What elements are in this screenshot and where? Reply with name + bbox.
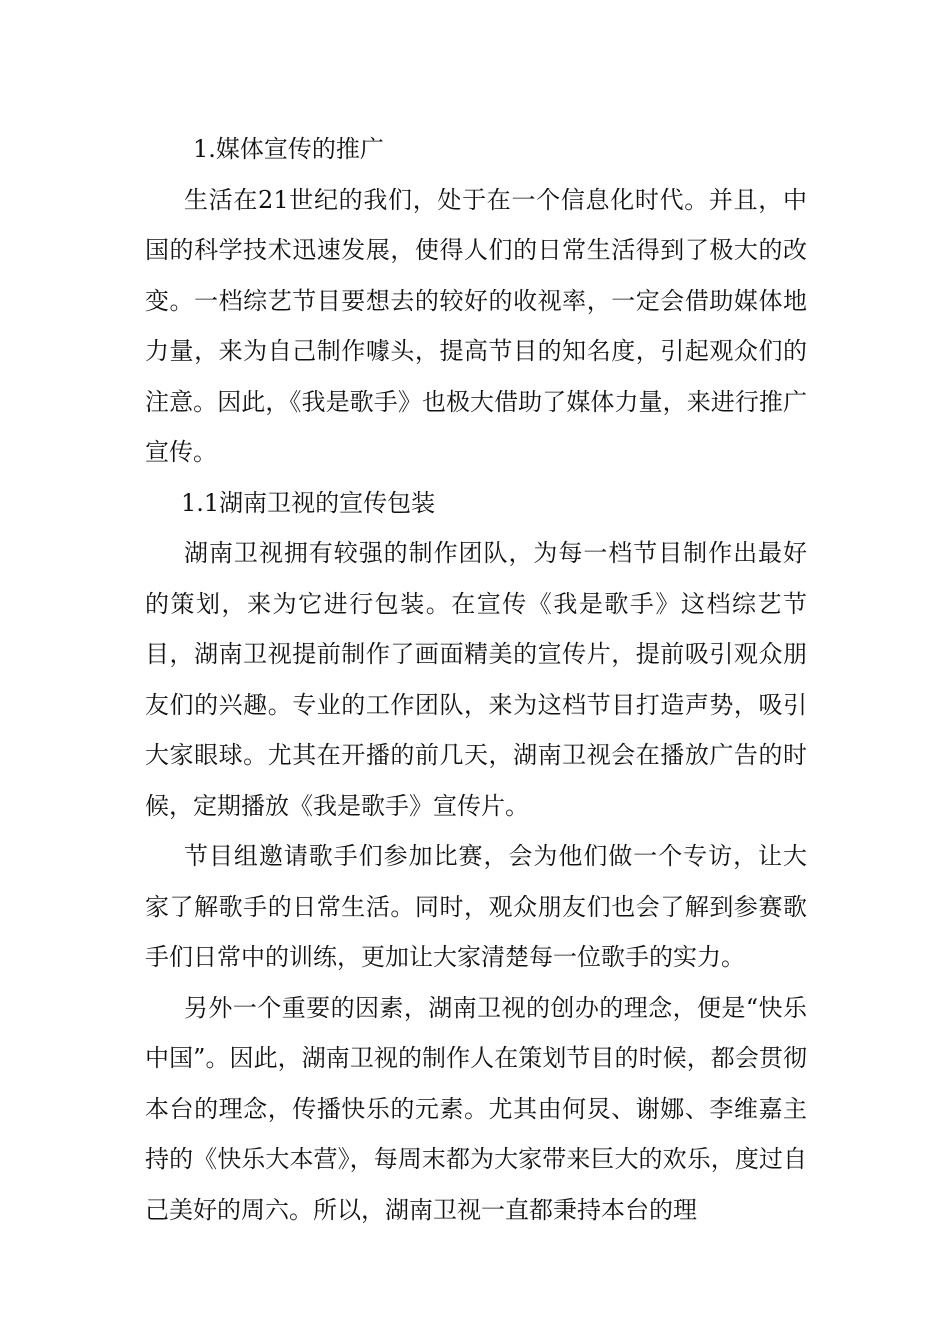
document-body bbox=[145, 124, 807, 1235]
body-paragraph: 节目组邀请歌手们参加比赛，会为他们做一个专访，让大家了解歌手的日常生活。同时，观众朋友们也会了解到参赛歌手们日常中的训练，更加让大家清楚每一位歌手的实力。 bbox=[145, 842, 807, 971]
body-paragraph: 生活在21世纪的我们，处于在一个信息化时代。并且，中国的科学技术迅速发展，使得人们的日常生活得到了极大的改变。一档综艺节目要想去的较好的收视率，一定会借助媒体地力量，来为自己制作噱头，提高节目的知名度，引起观众们的注意。因此，《我是歌手》也极大借助了媒体力量，来进行推广宣传。 bbox=[145, 185, 807, 466]
body-paragraph: 湖南卫视拥有较强的制作团队，为每一档节目制作出最好的策划，来为它进行包装。在宣传《我是歌手》这档综艺节目，湖南卫视提前制作了画面精美的宣传片，提前吸引观众朋友们的兴趣。专业的工作团队，来为这档节目打造声势，吸引大家眼球。尤其在开播的前几天，湖南卫视会在播放广告的时候，定期播放《我是歌手》宣传片。 bbox=[145, 539, 807, 820]
body-paragraph: 另外一个重要的因素，湖南卫视的创办的理念，便是“快乐中国”。因此，湖南卫视的制作人在策划节目的时候，都会贯彻本台的理念，传播快乐的元素。尤其由何炅、谢娜、李维嘉主持的《快乐大本营》，每周末都为大家带来巨大的欢乐，度过自己美好的周六。所以，湖南卫视一直都秉持本台的理 bbox=[145, 993, 807, 1224]
subsection-heading: 1.1湖南卫视的宣传包装 bbox=[181, 488, 436, 517]
section-heading: 1.媒体宣传的推广 bbox=[193, 135, 384, 163]
